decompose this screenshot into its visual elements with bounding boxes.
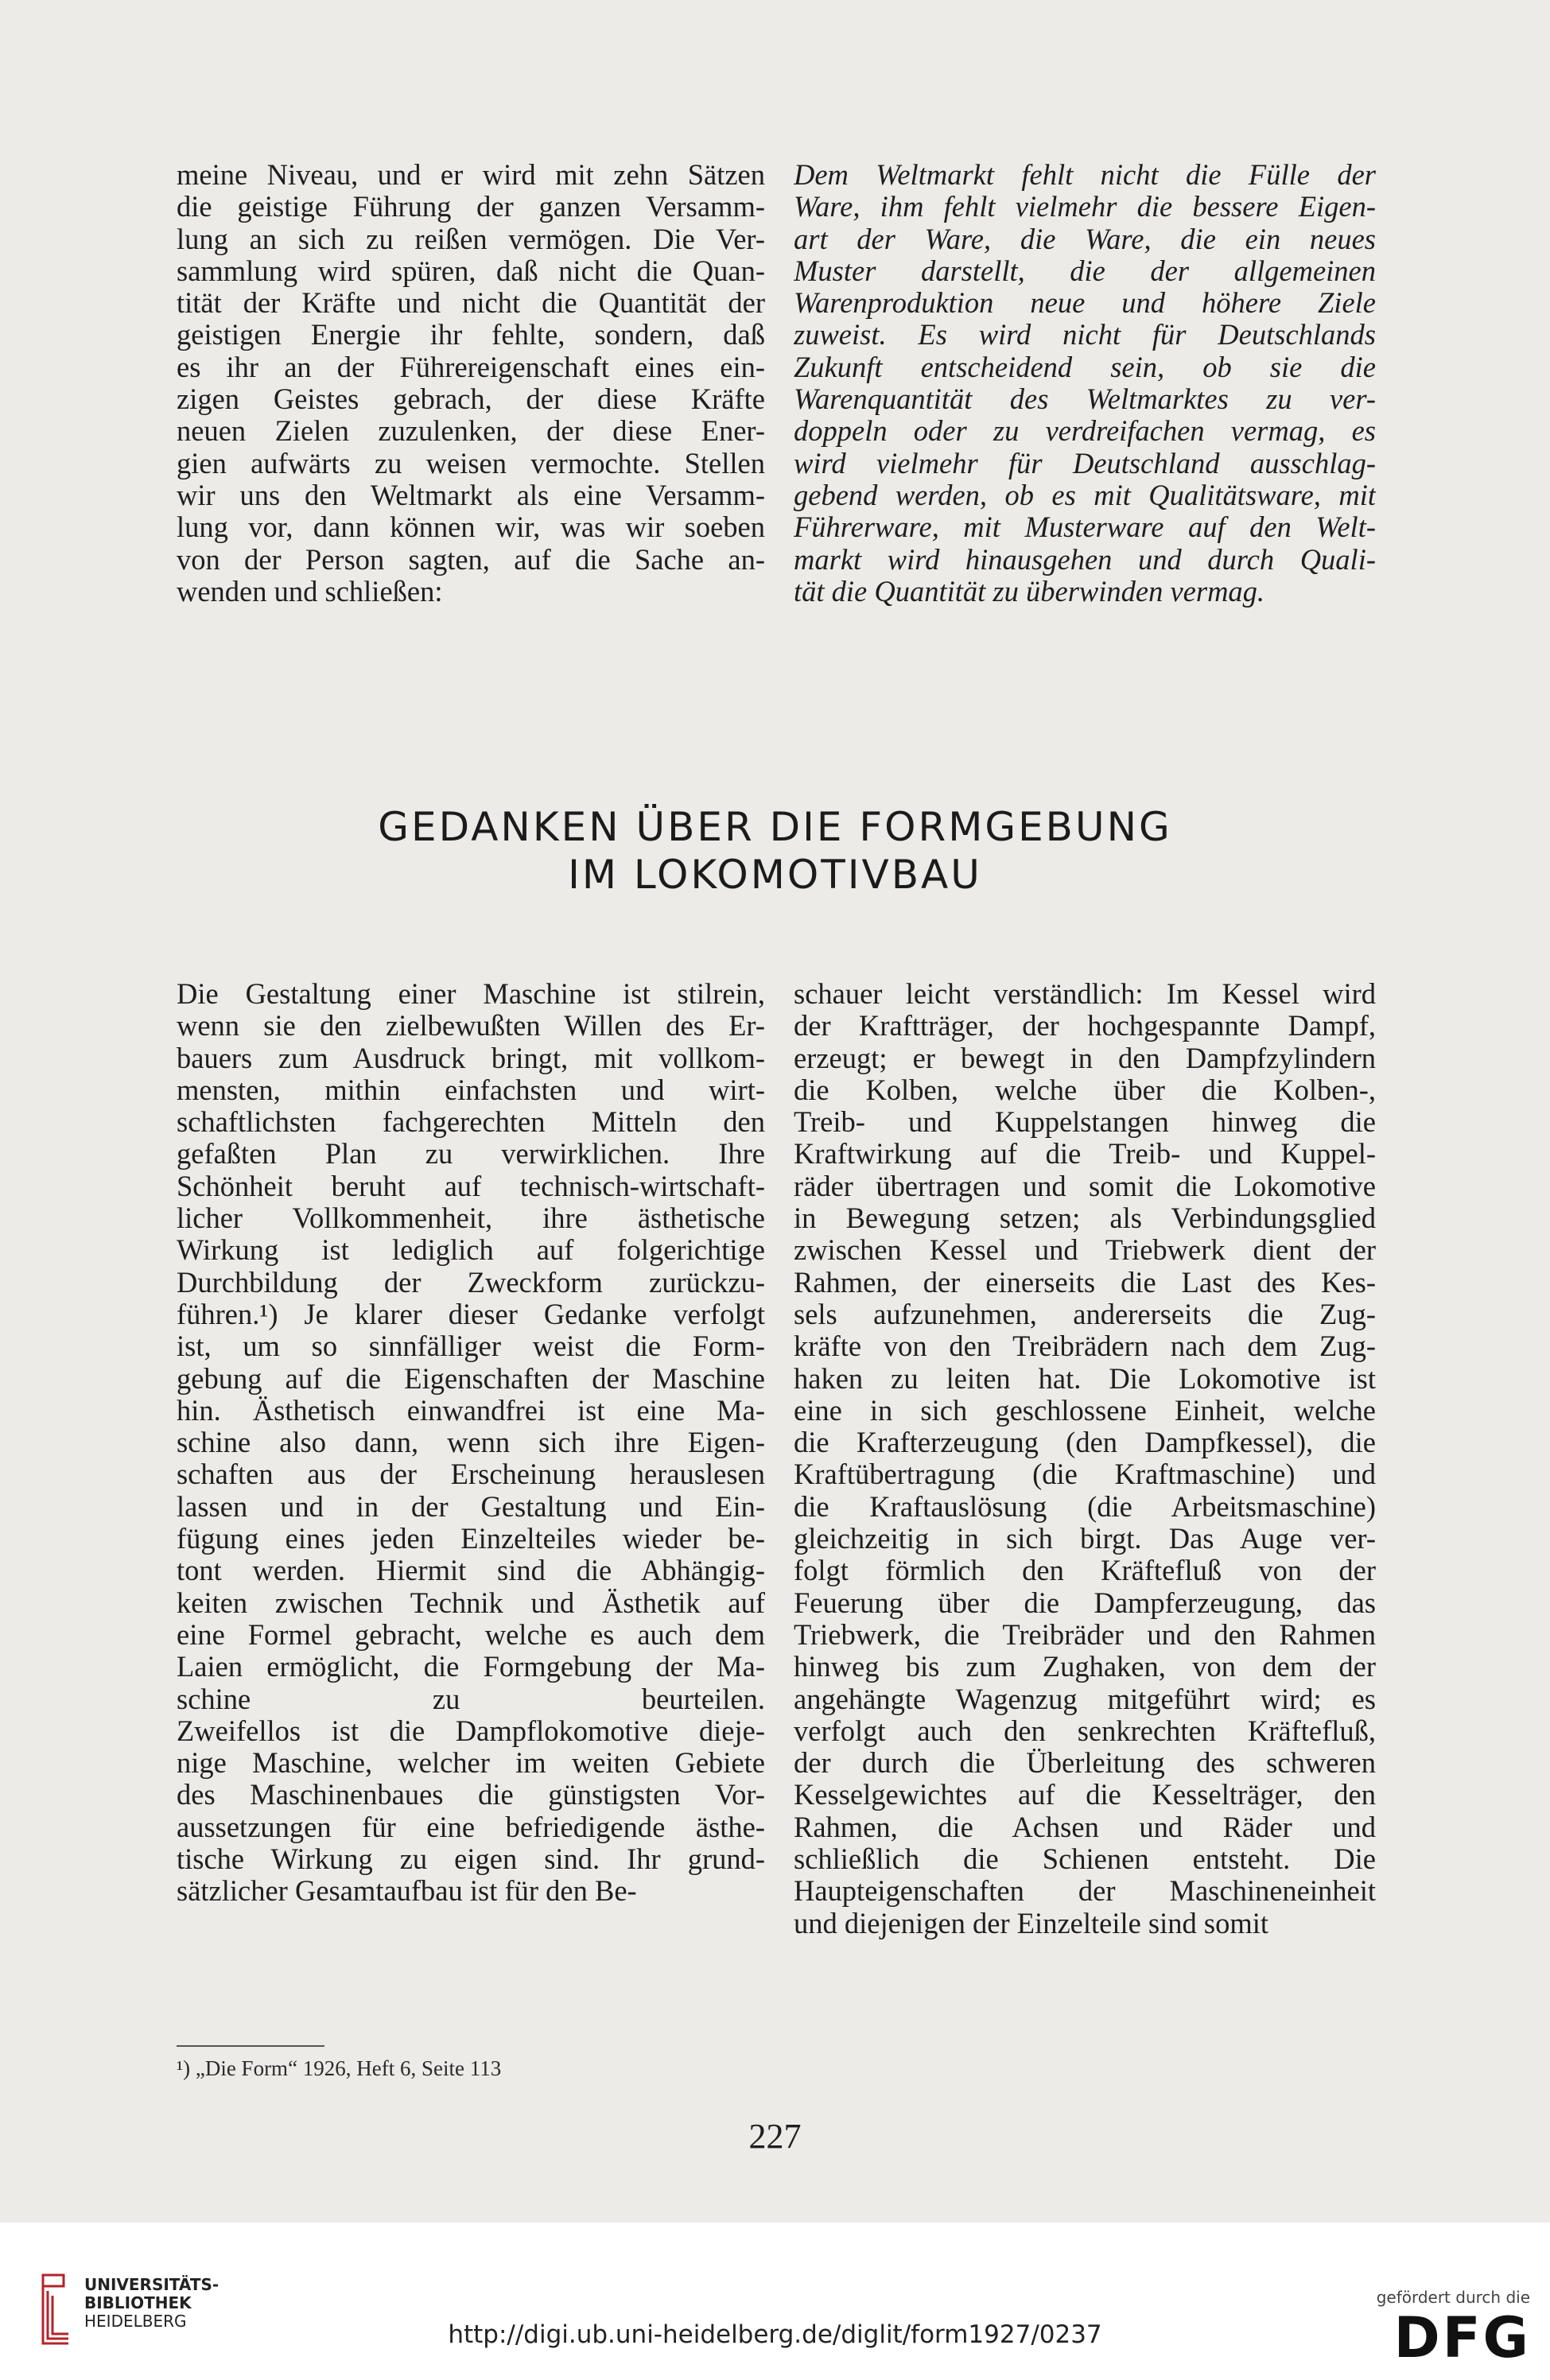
text-line: sels aufzunehmen, andererseits die Zug- — [794, 1298, 1376, 1330]
text-line: führen.¹) Je klarer dieser Gedanke verfolgt — [177, 1298, 765, 1330]
text-line: tität der Kräfte und nicht die Quantität der — [177, 287, 765, 320]
text-line: die Kraftauslösung (die Arbeitsmaschine) — [794, 1490, 1376, 1523]
top-left-column — [177, 159, 765, 608]
text-line: Muster darstellt, die der allgemeinen — [794, 254, 1376, 287]
text-line: mensten, mithin einfachsten und wirt- — [177, 1074, 765, 1106]
heading-line-2: IM LOKOMOTIVBAU — [568, 852, 982, 898]
text-line: tische Wirkung zu eigen sind. Ihr grund- — [177, 1843, 765, 1876]
text-line: der durch die Überleitung des schweren — [794, 1747, 1376, 1780]
text-line: schine also dann, wenn sich ihre Eigen- — [177, 1427, 765, 1459]
text-line: markt wird hinausgehen und durch Quali- — [794, 543, 1376, 576]
dfg-logo: DFG — [1393, 2305, 1531, 2370]
text-line: meine Niveau, und er wird mit zehn Sätzen — [177, 159, 765, 191]
text-line: fügung eines jeden Einzelteiles wieder be- — [177, 1523, 765, 1555]
text-line: die Krafterzeugung (den Dampfkessel), die — [794, 1427, 1376, 1459]
article-heading — [0, 803, 1550, 899]
text-line: nige Maschine, welcher im weiten Gebiete — [177, 1747, 765, 1780]
text-line: angehängte Wagenzug mitgeführt wird; es — [794, 1683, 1376, 1715]
text-line: Führerware, mit Musterware auf den Welt- — [794, 511, 1376, 544]
text-line: die geistige Führung der ganzen Versamm- — [177, 191, 765, 223]
text-line: sätzlicher Gesamtaufbau ist für den Be- — [177, 1875, 637, 1908]
text-line: verfolgt auch den senkrechten Kräftefluß, — [794, 1714, 1376, 1747]
page-number: 227 — [748, 2117, 802, 2156]
text-line: eine in sich geschlossene Einheit, welche — [794, 1394, 1376, 1427]
text-line: sammlung wird spüren, daß nicht die Quan- — [177, 254, 765, 287]
text-line: schaftlichsten fachgerechten Mitteln den — [177, 1106, 765, 1139]
text-line: Warenproduktion neue und höhere Ziele — [794, 287, 1376, 320]
text-line: schine zu beurteilen. — [177, 1683, 765, 1715]
footnote-rule — [177, 2045, 324, 2047]
text-line: schließlich die Schienen entsteht. Die — [794, 1843, 1376, 1876]
heading-line-1: GEDANKEN ÜBER DIE FORMGEBUNG — [378, 804, 1172, 850]
sponsor-caption: gefördert durch die — [1376, 2288, 1530, 2307]
text-line: Durchbildung der Zweckform zurückzu- — [177, 1266, 765, 1299]
text-line: Kraftübertragung (die Kraftmaschine) und — [794, 1458, 1376, 1491]
text-line: von der Person sagten, auf die Sache an- — [177, 543, 765, 576]
library-name-line-3: HEIDELBERG — [84, 2312, 187, 2331]
library-name-line-1: UNIVERSITÄTS- — [84, 2275, 219, 2294]
text-line: Zukunft entscheidend sein, ob sie die — [794, 351, 1376, 383]
footnote: ¹) „Die Form“ 1926, Heft 6, Seite 113 — [177, 2056, 502, 2080]
text-line: erzeugt; er bewegt in den Dampfzylindern — [794, 1042, 1376, 1074]
text-line: tät die Quantität zu überwinden vermag. — [794, 575, 1265, 608]
text-line: Dem Weltmarkt fehlt nicht die Fülle der — [794, 159, 1376, 191]
text-line: gebung auf die Eigenschaften der Maschine — [177, 1362, 765, 1395]
text-line: Kesselgewichtes auf die Kesselträger, den — [794, 1779, 1376, 1811]
text-line: Kraftwirkung auf die Treib- und Kuppel- — [794, 1138, 1376, 1171]
text-line: Rahmen, der einerseits die Last des Kes- — [794, 1266, 1376, 1299]
text-line: hin. Ästhetisch einwandfrei ist eine Ma- — [177, 1394, 765, 1427]
text-line: lung an sich zu reißen vermögen. Die Ver- — [177, 223, 765, 255]
text-line: die Kolben, welche über die Kolben-, — [794, 1074, 1376, 1106]
text-line: wird vielmehr für Deutschland ausschlag- — [794, 447, 1376, 479]
source-url-link[interactable]: http://digi.ub.uni-heidelberg.de/diglit/form1927/0237 — [448, 2320, 1102, 2349]
bottom-left-column — [177, 978, 765, 1908]
text-line: art der Ware, die Ware, die ein neues — [794, 223, 1376, 255]
text-line: gebend werden, ob es mit Qualitätsware, mit — [794, 479, 1376, 511]
text-line: zigen Geistes gebrach, der diese Kräfte — [177, 383, 765, 416]
text-line: hinweg bis zum Zughaken, von dem der — [794, 1651, 1376, 1683]
text-line: Zweifellos ist die Dampflokomotive dieje- — [177, 1714, 765, 1747]
text-line: und diejenigen der Einzelteile sind somit — [794, 1907, 1269, 1939]
text-line: eine Formel gebracht, welche es auch dem — [177, 1618, 765, 1651]
text-line: wenn sie den zielbewußten Willen des Er- — [177, 1010, 765, 1042]
text-line: zuweist. Es wird nicht für Deutschlands — [794, 319, 1376, 351]
text-line: folgt förmlich den Kräftefluß von der — [794, 1555, 1376, 1587]
text-line: räder übertragen und somit die Lokomotive — [794, 1170, 1376, 1202]
text-line: der Kraftträger, der hochgespannte Dampf, — [794, 1010, 1376, 1042]
footer-bar — [0, 2223, 1550, 2380]
text-line: gien aufwärts zu weisen vermochte. Stellen — [177, 447, 765, 479]
text-line: Haupteigenschaften der Maschineneinheit — [794, 1875, 1376, 1908]
text-line: Rahmen, die Achsen und Räder und — [794, 1811, 1376, 1843]
text-line: schaften aus der Erscheinung herauslesen — [177, 1458, 765, 1491]
top-right-column — [794, 159, 1376, 608]
text-line: licher Vollkommenheit, ihre ästhetische — [177, 1202, 765, 1235]
text-line: Triebwerk, die Treibräder und den Rahmen — [794, 1618, 1376, 1651]
text-line: es ihr an der Führereigenschaft eines ein- — [177, 351, 765, 383]
text-line: doppeln oder zu verdreifachen vermag, es — [794, 415, 1376, 448]
text-line: bauers zum Ausdruck bringt, mit vollkom- — [177, 1042, 765, 1074]
text-line: zwischen Kessel und Triebwerk dient der — [794, 1234, 1376, 1267]
text-line: gleichzeitig in sich birgt. Das Auge ver- — [794, 1523, 1376, 1555]
text-line: wir uns den Weltmarkt als eine Versamm- — [177, 479, 765, 511]
text-line: aussetzungen für eine befriedigende ästhe- — [177, 1811, 765, 1843]
text-line: ist, um so sinnfälliger weist die Form- — [177, 1330, 765, 1363]
text-line: Laien ermöglicht, die Formgebung der Ma- — [177, 1651, 765, 1683]
text-line: neuen Zielen zuzulenken, der diese Ener- — [177, 415, 765, 448]
text-line: kräfte von den Treibrädern nach dem Zug- — [794, 1330, 1376, 1363]
text-line: Wirkung ist lediglich auf folgerichtige — [177, 1234, 765, 1267]
text-line: schauer leicht verständlich: Im Kessel wird — [794, 978, 1376, 1010]
text-line: in Bewegung setzen; als Verbindungsglied — [794, 1202, 1376, 1235]
text-line: Feuerung über die Dampferzeugung, das — [794, 1586, 1376, 1619]
text-line: tont werden. Hiermit sind die Abhängig- — [177, 1555, 765, 1587]
bottom-right-column — [794, 978, 1376, 1939]
text-line: des Maschinenbaues die günstigsten Vor- — [177, 1779, 765, 1811]
text-line: haken zu leiten hat. Die Lokomotive ist — [794, 1362, 1376, 1395]
text-line: lassen und in der Gestaltung und Ein- — [177, 1490, 765, 1523]
text-line: wenden und schließen: — [177, 575, 443, 608]
text-line: keiten zwischen Technik und Ästhetik auf — [177, 1586, 765, 1619]
text-line: Treib- und Kuppelstangen hinweg die — [794, 1106, 1376, 1139]
library-name-line-2: BIBLIOTHEK — [84, 2293, 192, 2312]
text-line: Ware, ihm fehlt vielmehr die bessere Eigen- — [794, 191, 1376, 223]
text-line: lung vor, dann können wir, was wir soeben — [177, 511, 765, 544]
text-line: geistigen Energie ihr fehlte, sondern, daß — [177, 319, 765, 351]
text-line: Die Gestaltung einer Maschine ist stilrein, — [177, 978, 765, 1010]
text-line: Warenquantität des Weltmarktes zu ver- — [794, 383, 1376, 416]
text-line: gefaßten Plan zu verwirklichen. Ihre — [177, 1138, 765, 1171]
text-line: Schönheit beruht auf technisch-wirtschaft- — [177, 1170, 765, 1202]
